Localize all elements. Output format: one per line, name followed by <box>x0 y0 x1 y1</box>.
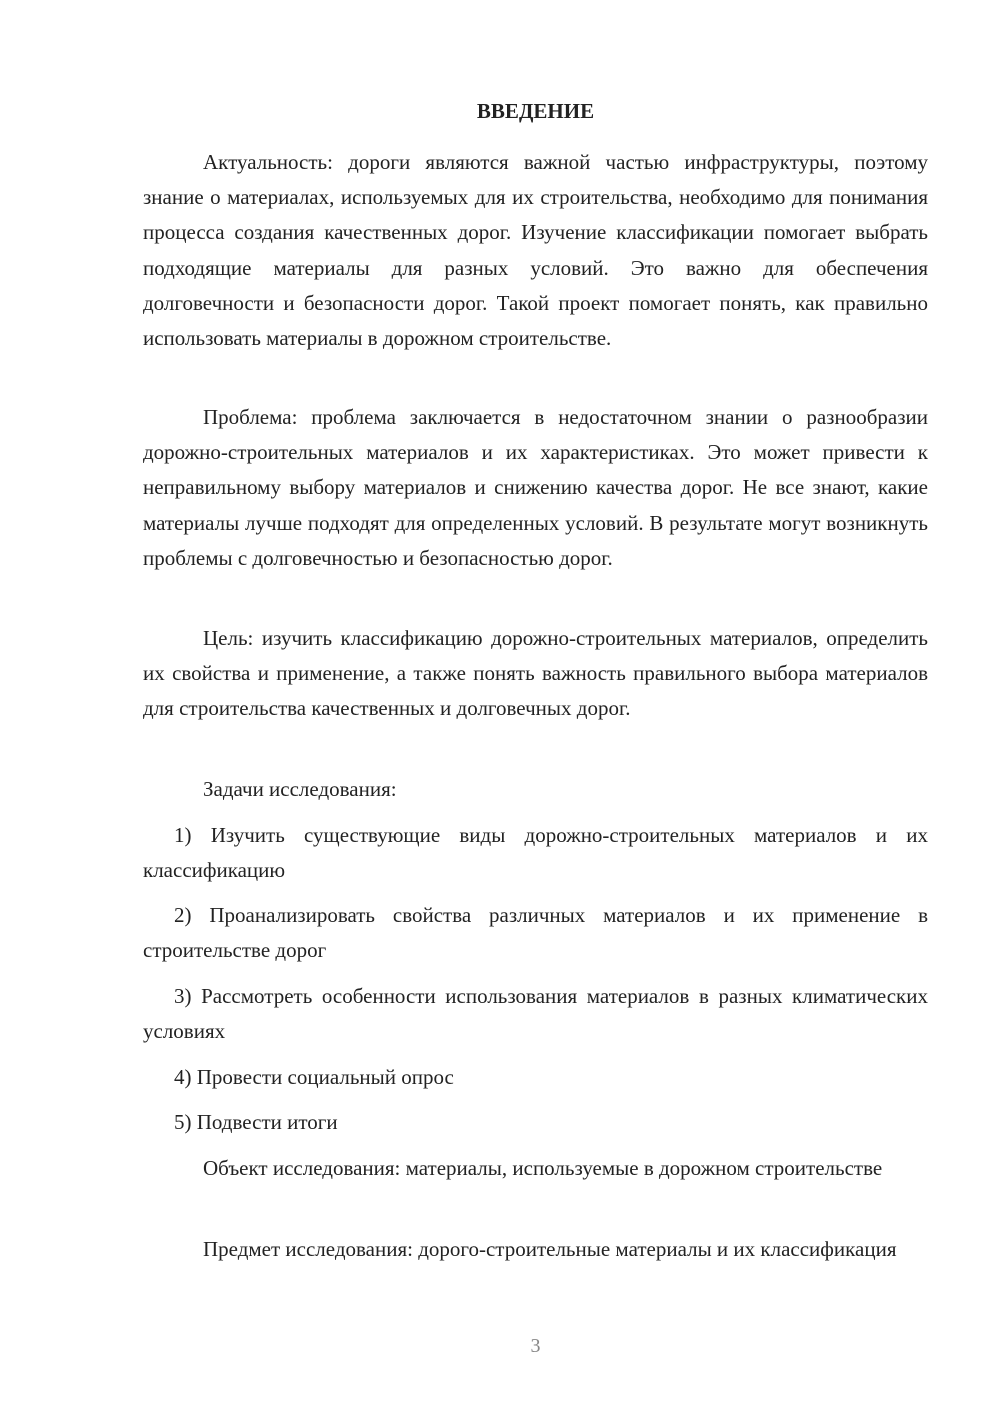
paragraph-subject: Предмет исследования: дорого-строительные материалы и их классификация <box>203 1237 897 1261</box>
paragraph-relevance: Актуальность: дороги являются важной частью инфраструктуры, поэтому знание о материалах, используемых для их строительства, необходимо для понимания процесса создания качественных дорог. Изучение классификации помогает выбрать подходящие материалы для разных условий. Это важно для обеспечения долговечности и безопасности дорог. Такой проект помогает понять, как правильно использовать материалы в дорожном строительстве. <box>143 150 928 351</box>
task-item-1: 1) Изучить существующие виды дорожно-строительных материалов и их классификацию <box>143 823 928 883</box>
paragraph-problem: Проблема: проблема заключается в недостаточном знании о разнообразии дорожно-строительных материалов и их характеристиках. Это может привести к неправильному выбору материалов и снижению качества дорог. Не все знают, какие материалы лучше подходят для определенных условий. В результате могут возникнуть проблемы с долговечностью и безопасностью дорог. <box>143 405 928 570</box>
task-item-4: 4) Провести социальный опрос <box>174 1065 454 1089</box>
page-title: ВВЕДЕНИЕ <box>476 99 595 123</box>
paragraph-object: Объект исследования: материалы, используемые в дорожном строительстве <box>203 1156 883 1180</box>
page-number: 3 <box>530 1335 541 1357</box>
task-item-2: 2) Проанализировать свойства различных материалов и их применение в строительстве дорог <box>143 903 928 963</box>
paragraph-goal: Цель: изучить классификацию дорожно-строительных материалов, определить их свойства и применение, а также понять важность правильного выбора материалов для строительства качественных и долговечных дорог. <box>143 626 928 721</box>
task-item-3: 3) Рассмотреть особенности использования материалов в разных климатических условиях <box>143 984 928 1044</box>
task-item-5: 5) Подвести итоги <box>174 1110 338 1134</box>
tasks-heading: Задачи исследования: <box>203 777 397 801</box>
